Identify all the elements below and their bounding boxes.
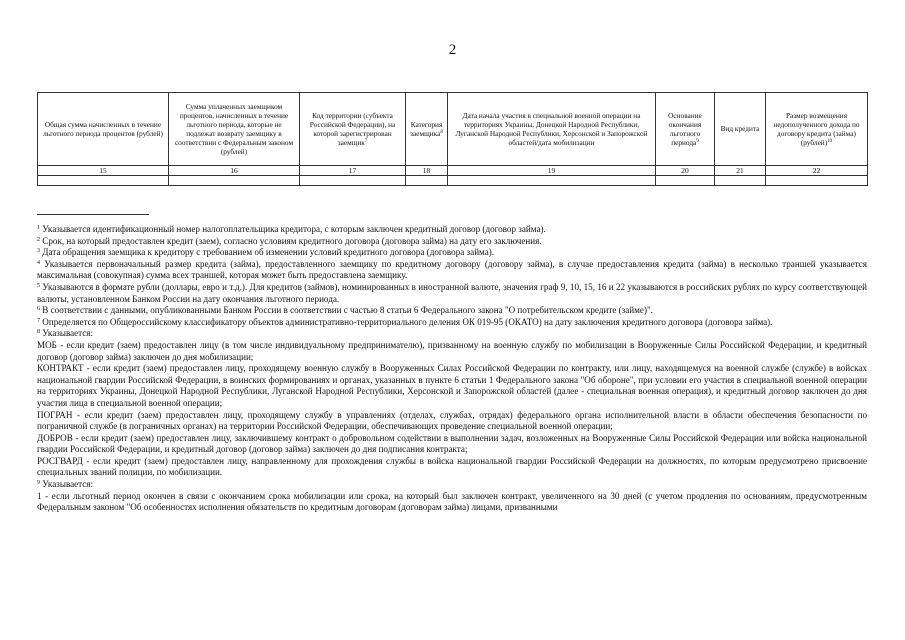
column-number: 18 [406, 166, 448, 176]
empty-cell [38, 176, 169, 186]
header-cell: Категория заемщика$^8$ [406, 93, 448, 166]
page-number: 2 [448, 42, 457, 58]
data-table [37, 92, 868, 186]
empty-cell [656, 176, 715, 186]
footnote: $^3$ Дата обращения заемщика к кредитору с требованием об изменении условий кредитного договора (договора займа). [37, 247, 495, 258]
empty-cell [300, 176, 406, 186]
header-cell: Вид кредита [715, 93, 766, 166]
footnote-item-dobrov: ДОБРОВ - если кредит (заем) предоставлен лицу, заключившему контракт о добровольном содействии в выполнении задач, возложенных на Вооруженные Силы Российской Федерации или войска национальной гвардии Российской Федерации, и кредитный договор (договор займа) заключен до дня подписания контракта; [37, 432, 867, 455]
footnote: $^7$ Определяется по Общероссийскому классификатору объектов административно-территориального деления ОК 019-95 (ОКАТО) на дату заключения кредитного договора (договора займа). [37, 316, 773, 327]
empty-data-row [38, 176, 868, 186]
header-cell: Общая сумма начисленных в течение льготного периода процентов (рублей) [38, 93, 169, 166]
column-number-row [38, 166, 868, 176]
footnote: $^8$ Указывается: [37, 328, 94, 339]
column-number: 17 [300, 166, 406, 176]
column-number: 15 [38, 166, 169, 176]
footnote: $^1$ Указывается идентификационный номер налогоплательщика кредитора, с которым заключен кредитный договор (договор займа). [37, 224, 546, 234]
empty-cell [766, 176, 868, 186]
table-header-row [38, 93, 868, 166]
header-cell: Дата начала участия в специальной военной операции на территориях Украины, Донецкой Народной Республики, Луганской Народной Республики, Херсонской и Запорожской областей/дата мобилизации [448, 93, 656, 166]
header-cell: Размер возмещения недополученного дохода по договору кредита (займа) (рублей)$^{10}$ [766, 93, 868, 166]
empty-cell [169, 176, 300, 186]
header-cell: Код территории (субъекта Российской Федерации), на которой зарегистрирован заемщик$^7$ [300, 93, 406, 166]
footnote-item-rosgvard: РОСГВАРД - если кредит (заем) предоставлен лицу, направленному для прохождения службы в войска национальной гвардии Российской Федерации на должностях, по которым предусмотрено присвоение специальных званий полиции, по мобилизации. [37, 455, 867, 478]
column-number: 22 [766, 166, 868, 176]
footnotes [37, 224, 867, 514]
column-number: 20 [656, 166, 715, 176]
column-number: 16 [169, 166, 300, 176]
footnote-separator [37, 214, 149, 215]
header-cell: Основание окончания льготного периода$^9$ [656, 93, 715, 166]
footnote-item-basis-1: 1 - если льготный период окончен в связи с окончанием срока мобилизации или срока, на который был заключен контракт, увеличенного на 30 дней (с учетом продления по основаниям, предусмотренным Федеральным законом "Об особенностях исполнения обязательств по кредитным договорам (договорам займа) лицами, призванными [37, 490, 867, 513]
footnote-item-pogran: ПОГРАН - если кредит (заем) предоставлен лицу, проходящему службу в управлениях (отделах, службах, отрядах) федерального органа исполнительной власти в области обеспечения безопасности по пограничной службе (в пограничных органах) на территории Российской Федерации, обеспечивающих проведение специальной военной операции; [37, 409, 867, 432]
empty-cell [715, 176, 766, 186]
footnote: $^5$ Указываются в формате рубли (доллары, евро и т.д.). Для кредитов (займов), номинированных в иностранной валюте, значения граф 9, 10, 15, 16 и 22 указываются в российских рублях по курсу соответствующей валюты, установленном Банком России на дату окончания льготного периода. [37, 281, 867, 304]
footnote-item-kontrakt: КОНТРАКТ - если кредит (заем) предоставлен лицу, проходящему военную службу в Вооруженных Силах Российской Федерации по контракту, или лицу, находящемуся на военной службе (службе) в войсках национальной гвардии Российской Федерации, в воинских формированиях и органах, указанных в пункте 6 статьи 1 Федерального закона "Об обороне", при условии его участия в специальной военной операции на территориях Украины, Донецкой Народной Республики, Луганской Народной Республики, Херсонской и Запорожской областей (далее - специальная военная операция), и кредитный договор заключен до дня участия лица в специальной военной операции; [37, 363, 867, 408]
footnote-item-mob: МОБ - если кредит (заем) предоставлен лицу (в том числе индивидуальному предпринимателю), призванному на военную службу по мобилизации в Вооруженные Силы Российской Федерации, и кредитный договор (договор займа) заключен до дня мобилизации; [37, 339, 867, 362]
footnote: $^9$ Указывается: [37, 479, 94, 490]
footnote: $^2$ Срок, на который предоставлен кредит (заем), согласно условиям кредитного договора (договора займа) на дату его заключения. [37, 235, 542, 246]
footnote: $^6$ В соответствии с данными, опубликованными Банком России в соответствии с частью 8 статьи 6 Федерального закона "О потребительском кредите (займе)". [37, 305, 653, 316]
footnote: $^4$ Указывается первоначальный размер кредита (займа), предоставленного заемщику по кредитному договору (договору займа), в случае предоставления кредита (займа) в несколько траншей указывается максимальная (совокупная) сумма всех траншей, которая может быть предоставлена заемщику. [37, 258, 867, 281]
empty-cell [406, 176, 448, 186]
header-cell: Сумма уплаченных заемщиком процентов, начисленных в течение льготного периода, которые не подлежат возврату заемщику в соответствии с Федеральным законом (рублей) [169, 93, 300, 166]
column-number: 19 [448, 166, 656, 176]
column-number: 21 [715, 166, 766, 176]
empty-cell [448, 176, 656, 186]
